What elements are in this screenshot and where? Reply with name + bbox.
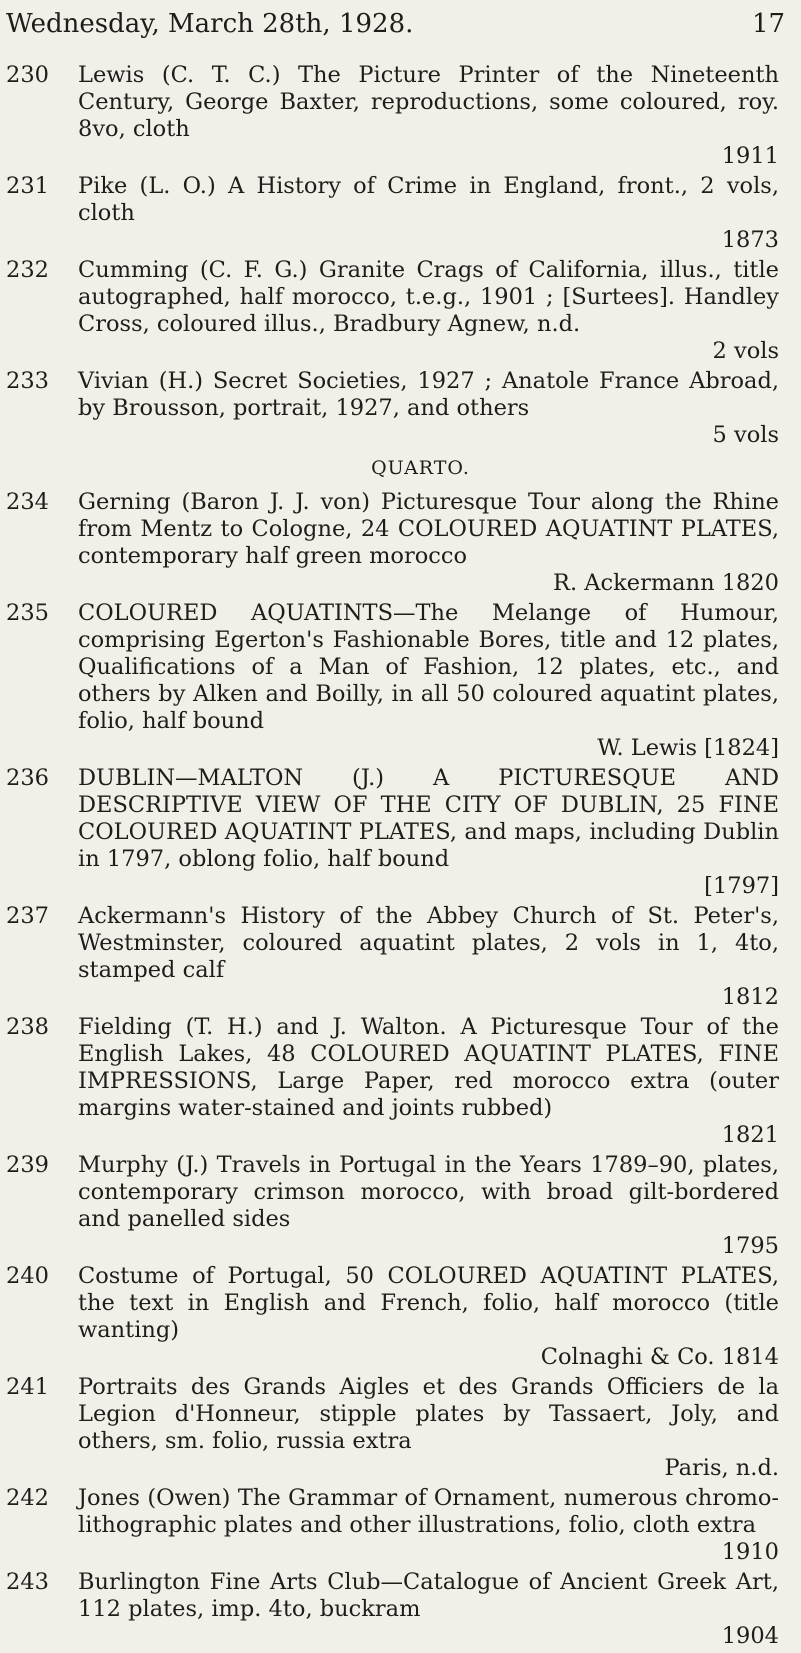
lot-entry bbox=[0, 1374, 801, 1482]
lot-number: 240 bbox=[6, 1263, 49, 1289]
lot-description: COLOURED AQUATINTS—The Melange of Humour, comprising Egerton's Fashionable Bores, title and 12 plates, Qualifications of a Man of Fashion, 12 plates, etc., and others by Alken and Boilly, in all 50 coloured aquatint plates, folio, half bound bbox=[78, 600, 779, 734]
lot-entry bbox=[0, 489, 801, 597]
lot-imprint: 1911 bbox=[721, 143, 779, 169]
lot-imprint: Colnaghi & Co. 1814 bbox=[540, 1344, 779, 1370]
lot-entry bbox=[0, 765, 801, 900]
lot-entry bbox=[0, 1152, 801, 1260]
lot-imprint: 2 vols bbox=[712, 338, 779, 364]
lot-imprint: W. Lewis [1824] bbox=[597, 735, 779, 761]
lot-imprint: [1797] bbox=[704, 873, 779, 899]
lot-description: Jones (Owen) The Grammar of Ornament, numerous chromo-lithographic plates and other illustrations, folio, cloth extra bbox=[78, 1485, 779, 1538]
lot-entry bbox=[0, 257, 801, 365]
lot-description: Murphy (J.) Travels in Portugal in the Years 1789–90, plates, contemporary crimson morocco, with broad gilt-bordered and panelled sides bbox=[78, 1152, 779, 1232]
lot-entry bbox=[0, 173, 801, 254]
entries-octavo bbox=[0, 62, 801, 449]
lot-entry bbox=[0, 1263, 801, 1371]
lot-entry bbox=[0, 62, 801, 170]
lot-imprint: R. Ackermann 1820 bbox=[553, 570, 779, 596]
lot-imprint: 1812 bbox=[721, 984, 779, 1010]
page-header bbox=[0, 4, 801, 44]
lot-number: 232 bbox=[6, 257, 49, 283]
page-number: 17 bbox=[752, 9, 786, 39]
lot-number: 236 bbox=[6, 765, 49, 791]
entries-quarto bbox=[0, 489, 801, 1650]
lot-entry bbox=[0, 903, 801, 1011]
lot-imprint: 1821 bbox=[721, 1122, 779, 1148]
lot-description: Fielding (T. H.) and J. Walton. A Picturesque Tour of the English Lakes, 48 COLOURED AQUATINT PLATES, FINE IMPRESSIONS, Large Paper, red morocco extra (outer margins water-stained and joints rubbed) bbox=[78, 1014, 779, 1121]
lot-entry bbox=[0, 368, 801, 449]
lot-number: 231 bbox=[6, 173, 49, 199]
lot-number: 243 bbox=[6, 1569, 49, 1595]
lot-entry bbox=[0, 1014, 801, 1149]
lot-description: Costume of Portugal, 50 COLOURED AQUATINT PLATES, the text in English and French, folio, half morocco (title wanting) bbox=[78, 1263, 779, 1343]
lot-description: Vivian (H.) Secret Societies, 1927 ; Anatole France Abroad, by Brousson, portrait, 1927, and others bbox=[78, 368, 779, 421]
lot-number: 241 bbox=[6, 1374, 49, 1400]
lot-number: 237 bbox=[6, 903, 49, 929]
lot-description: Ackermann's History of the Abbey Church of St. Peter's, Westminster, coloured aquatint plates, 2 vols in 1, 4to, stamped calf bbox=[78, 903, 779, 983]
lot-imprint: 1910 bbox=[721, 1539, 779, 1565]
lot-imprint: 1795 bbox=[721, 1233, 779, 1259]
lot-imprint: 1904 bbox=[721, 1623, 779, 1649]
lot-description: Burlington Fine Arts Club—Catalogue of Ancient Greek Art, 112 plates, imp. 4to, buckram bbox=[78, 1569, 779, 1622]
lot-number: 242 bbox=[6, 1485, 49, 1511]
lot-number: 233 bbox=[6, 368, 49, 394]
lot-entry bbox=[0, 600, 801, 762]
header-date: Wednesday, March 28th, 1928. bbox=[6, 9, 414, 39]
lot-number: 239 bbox=[6, 1152, 49, 1178]
lot-description: Lewis (C. T. C.) The Picture Printer of the Nineteenth Century, George Baxter, reproductions, some coloured, roy. 8vo, cloth bbox=[78, 62, 779, 142]
section-heading-quarto: QUARTO. bbox=[371, 457, 470, 479]
lot-number: 235 bbox=[6, 600, 49, 626]
lot-imprint: Paris, n.d. bbox=[664, 1455, 779, 1481]
catalogue-entries bbox=[0, 62, 801, 1653]
lot-entry bbox=[0, 1485, 801, 1566]
lot-number: 238 bbox=[6, 1014, 49, 1040]
lot-imprint: 1873 bbox=[721, 227, 779, 253]
lot-description: Gerning (Baron J. J. von) Picturesque Tour along the Rhine from Mentz to Cologne, 24 COLOURED AQUATINT PLATES, contemporary half green morocco bbox=[78, 489, 779, 569]
lot-description: Portraits des Grands Aigles et des Grands Officiers de la Legion d'Honneur, stipple plates by Tassaert, Joly, and others, sm. folio, russia extra bbox=[78, 1374, 779, 1454]
lot-description: Cumming (C. F. G.) Granite Crags of California, illus., title autographed, half morocco, t.e.g., 1901 ; [Surtees]. Handley Cross, coloured illus., Bradbury Agnew, n.d. bbox=[78, 257, 779, 337]
lot-number: 230 bbox=[6, 62, 49, 88]
lot-description: Pike (L. O.) A History of Crime in England, front., 2 vols, cloth bbox=[78, 173, 779, 226]
lot-description: DUBLIN—MALTON (J.) A PICTURESQUE AND DESCRIPTIVE VIEW OF THE CITY OF DUBLIN, 25 FINE COLOURED AQUATINT PLATES, and maps, including Dublin in 1797, oblong folio, half bound bbox=[78, 765, 779, 872]
lot-number: 234 bbox=[6, 489, 49, 515]
lot-entry bbox=[0, 1569, 801, 1650]
lot-imprint: 5 vols bbox=[712, 422, 779, 448]
